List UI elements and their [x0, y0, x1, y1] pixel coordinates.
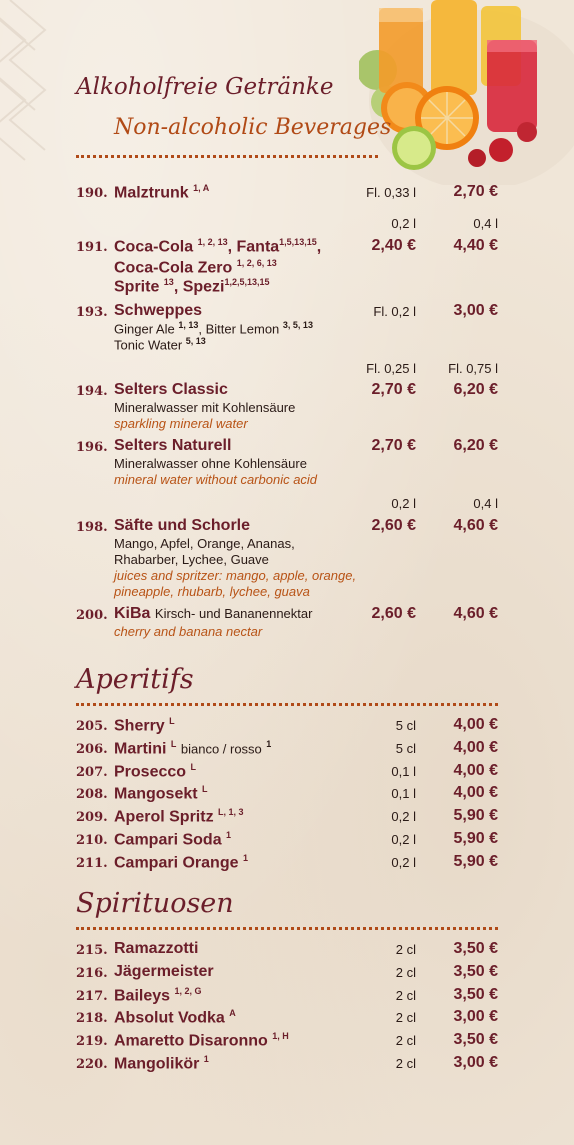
- item-price: 4,00 €: [453, 761, 498, 779]
- dotted-divider: [76, 927, 498, 930]
- item-name: Coca-Cola $^{1, 2, 13}$, Fanta$^{1,5,13,15}$,: [114, 237, 322, 256]
- item-number: 216.: [76, 965, 108, 981]
- item-number: 200.: [76, 608, 108, 623]
- item-name: Prosecco $^L$: [114, 761, 196, 780]
- item-price: 3,50 €: [453, 962, 498, 980]
- item-price: 3,00 €: [453, 1008, 498, 1026]
- item-size: 2 cl: [395, 964, 416, 980]
- item-price: 3,00 €: [453, 1054, 498, 1071]
- item-number: 191.: [76, 240, 108, 255]
- item-size: 0,2 l: [391, 809, 416, 825]
- size-header: 0,2 l: [391, 216, 416, 231]
- item-number: 190.: [76, 186, 108, 201]
- item-number: 193.: [76, 305, 108, 320]
- item-size: 0,2 l: [391, 854, 416, 870]
- dotted-divider: [76, 155, 378, 158]
- item-description-en: mineral water without carbonic acid: [114, 472, 318, 487]
- item-description-en: juices and spritzer: mango, apple, orange,: [114, 568, 357, 583]
- ornament-pattern: [0, 0, 60, 170]
- size-header: 0,2 l: [391, 496, 416, 511]
- item-price: 4,60 €: [453, 517, 498, 534]
- item-price: 5,90 €: [453, 807, 498, 825]
- item-price: 4,00 €: [453, 738, 498, 756]
- item-size: Fl. 0,2 l: [373, 304, 416, 319]
- item-name: Amaretto Disaronno $^{1, H}$: [114, 1031, 289, 1050]
- item-size: 2 cl: [395, 1010, 416, 1026]
- item-number: 220.: [76, 1057, 108, 1072]
- item-description: Rhabarber, Lychee, Guave: [114, 552, 269, 567]
- item-number: 194.: [76, 384, 108, 399]
- item-price: 2,60 €: [371, 517, 416, 534]
- item-number: 209.: [76, 810, 108, 826]
- section-title-non-alcoholic-en: Non-alcoholic Beverages: [114, 115, 392, 140]
- item-number: 218.: [76, 1011, 108, 1027]
- item-description: Mango, Apfel, Orange, Ananas,: [114, 536, 295, 551]
- item-price: 2,70 €: [453, 183, 498, 200]
- item-number: 211.: [76, 855, 108, 871]
- item-price: 5,90 €: [453, 852, 498, 870]
- item-number: 206.: [76, 741, 108, 757]
- item-name: Campari Orange $^1$: [114, 852, 248, 872]
- item-number: 198.: [76, 520, 108, 535]
- item-size: 0,1 l: [391, 786, 416, 802]
- item-size: 5 cl: [395, 740, 416, 756]
- item-price: 3,50 €: [453, 1031, 498, 1049]
- item-size: 0,1 l: [391, 763, 416, 779]
- section-title-non-alcoholic-de: Alkoholfreie Getränke: [76, 74, 334, 100]
- item-price: 3,50 €: [453, 940, 498, 957]
- item-number: 210.: [76, 833, 108, 848]
- item-name: Schweppes: [114, 302, 203, 319]
- size-header: Fl. 0,75 l: [448, 361, 498, 376]
- item-name: Sprite $^{13}$, Spezi$^{1,2,5,13,15}$: [114, 277, 270, 296]
- section-title-spirituosen: Spirituosen: [76, 888, 234, 919]
- item-size: Fl. 0,33 l: [366, 185, 416, 200]
- item-number: 196.: [76, 440, 108, 455]
- item-price: 4,00 €: [453, 784, 498, 802]
- item-name: KiBa Kirsch- und Bananennektar: [114, 605, 313, 622]
- item-price: 3,50 €: [453, 985, 498, 1003]
- item-name: Aperol Spritz $^{L, 1, 3}$: [114, 807, 244, 826]
- item-price: 6,20 €: [453, 437, 498, 454]
- item-name: Selters Naturell: [114, 437, 232, 454]
- item-size: 2 cl: [395, 1056, 416, 1071]
- section-title-aperitifs: Aperitifs: [76, 664, 194, 695]
- item-price: 2,70 €: [371, 381, 416, 398]
- item-name: Mangosekt $^L$: [114, 784, 208, 803]
- item-price: 2,40 €: [371, 237, 416, 254]
- size-header: Fl. 0,25 l: [366, 361, 416, 376]
- item-price: 5,90 €: [453, 830, 498, 847]
- item-name: Baileys $^{1, 2, G}$: [114, 985, 202, 1004]
- size-header: 0,4 l: [473, 216, 498, 231]
- size-header: 0,4 l: [473, 496, 498, 511]
- item-number: 215.: [76, 943, 108, 958]
- item-name: Campari Soda $^1$: [114, 830, 232, 849]
- item-price: 3,00 €: [453, 302, 498, 319]
- item-description-en: cherry and banana nectar: [114, 624, 263, 639]
- item-price: 2,60 €: [371, 605, 416, 622]
- item-size: 5 cl: [395, 718, 416, 733]
- item-name: Ramazzotti: [114, 940, 199, 957]
- item-price: 4,40 €: [453, 237, 498, 254]
- item-description-en: pineapple, rhubarb, lychee, guava: [114, 584, 310, 599]
- item-price: 4,60 €: [453, 605, 498, 622]
- item-size: 0,2 l: [391, 832, 416, 847]
- item-number: 207.: [76, 764, 108, 780]
- item-description-en: sparkling mineral water: [114, 416, 248, 431]
- item-description: Mineralwasser ohne Kohlensäure: [114, 456, 307, 471]
- item-size: 2 cl: [395, 987, 416, 1003]
- juice-glasses-illustration: [359, 0, 574, 185]
- item-name: Säfte und Schorle: [114, 517, 251, 534]
- item-name: Malztrunk $^{1, A}$: [114, 183, 210, 202]
- item-size: 2 cl: [395, 942, 416, 957]
- item-name: Coca-Cola Zero $^{1, 2, 6, 13}$: [114, 258, 277, 277]
- item-name: Selters Classic: [114, 381, 228, 398]
- item-size: 2 cl: [395, 1033, 416, 1049]
- item-number: 205.: [76, 719, 108, 734]
- item-description: Mineralwasser mit Kohlensäure: [114, 400, 296, 415]
- item-number: 217.: [76, 988, 108, 1004]
- item-number: 219.: [76, 1034, 108, 1050]
- item-price: 6,20 €: [453, 381, 498, 398]
- item-description: Tonic Water $^{5, 13}$: [114, 336, 206, 353]
- dotted-divider: [76, 703, 498, 706]
- item-description: Ginger Ale $^{1, 13}$, Bitter Lemon $^{3, 5, 13}$: [114, 320, 313, 337]
- item-name: Martini $^L$ bianco / rosso $^1$: [114, 738, 272, 758]
- item-price: 2,70 €: [371, 437, 416, 454]
- item-name: Sherry $^L$: [114, 716, 175, 735]
- item-name: Absolut Vodka $^A$: [114, 1008, 236, 1027]
- item-price: 4,00 €: [453, 716, 498, 733]
- item-number: 208.: [76, 787, 108, 803]
- item-name: Jägermeister: [114, 962, 214, 980]
- item-name: Mangolikör $^1$: [114, 1054, 209, 1073]
